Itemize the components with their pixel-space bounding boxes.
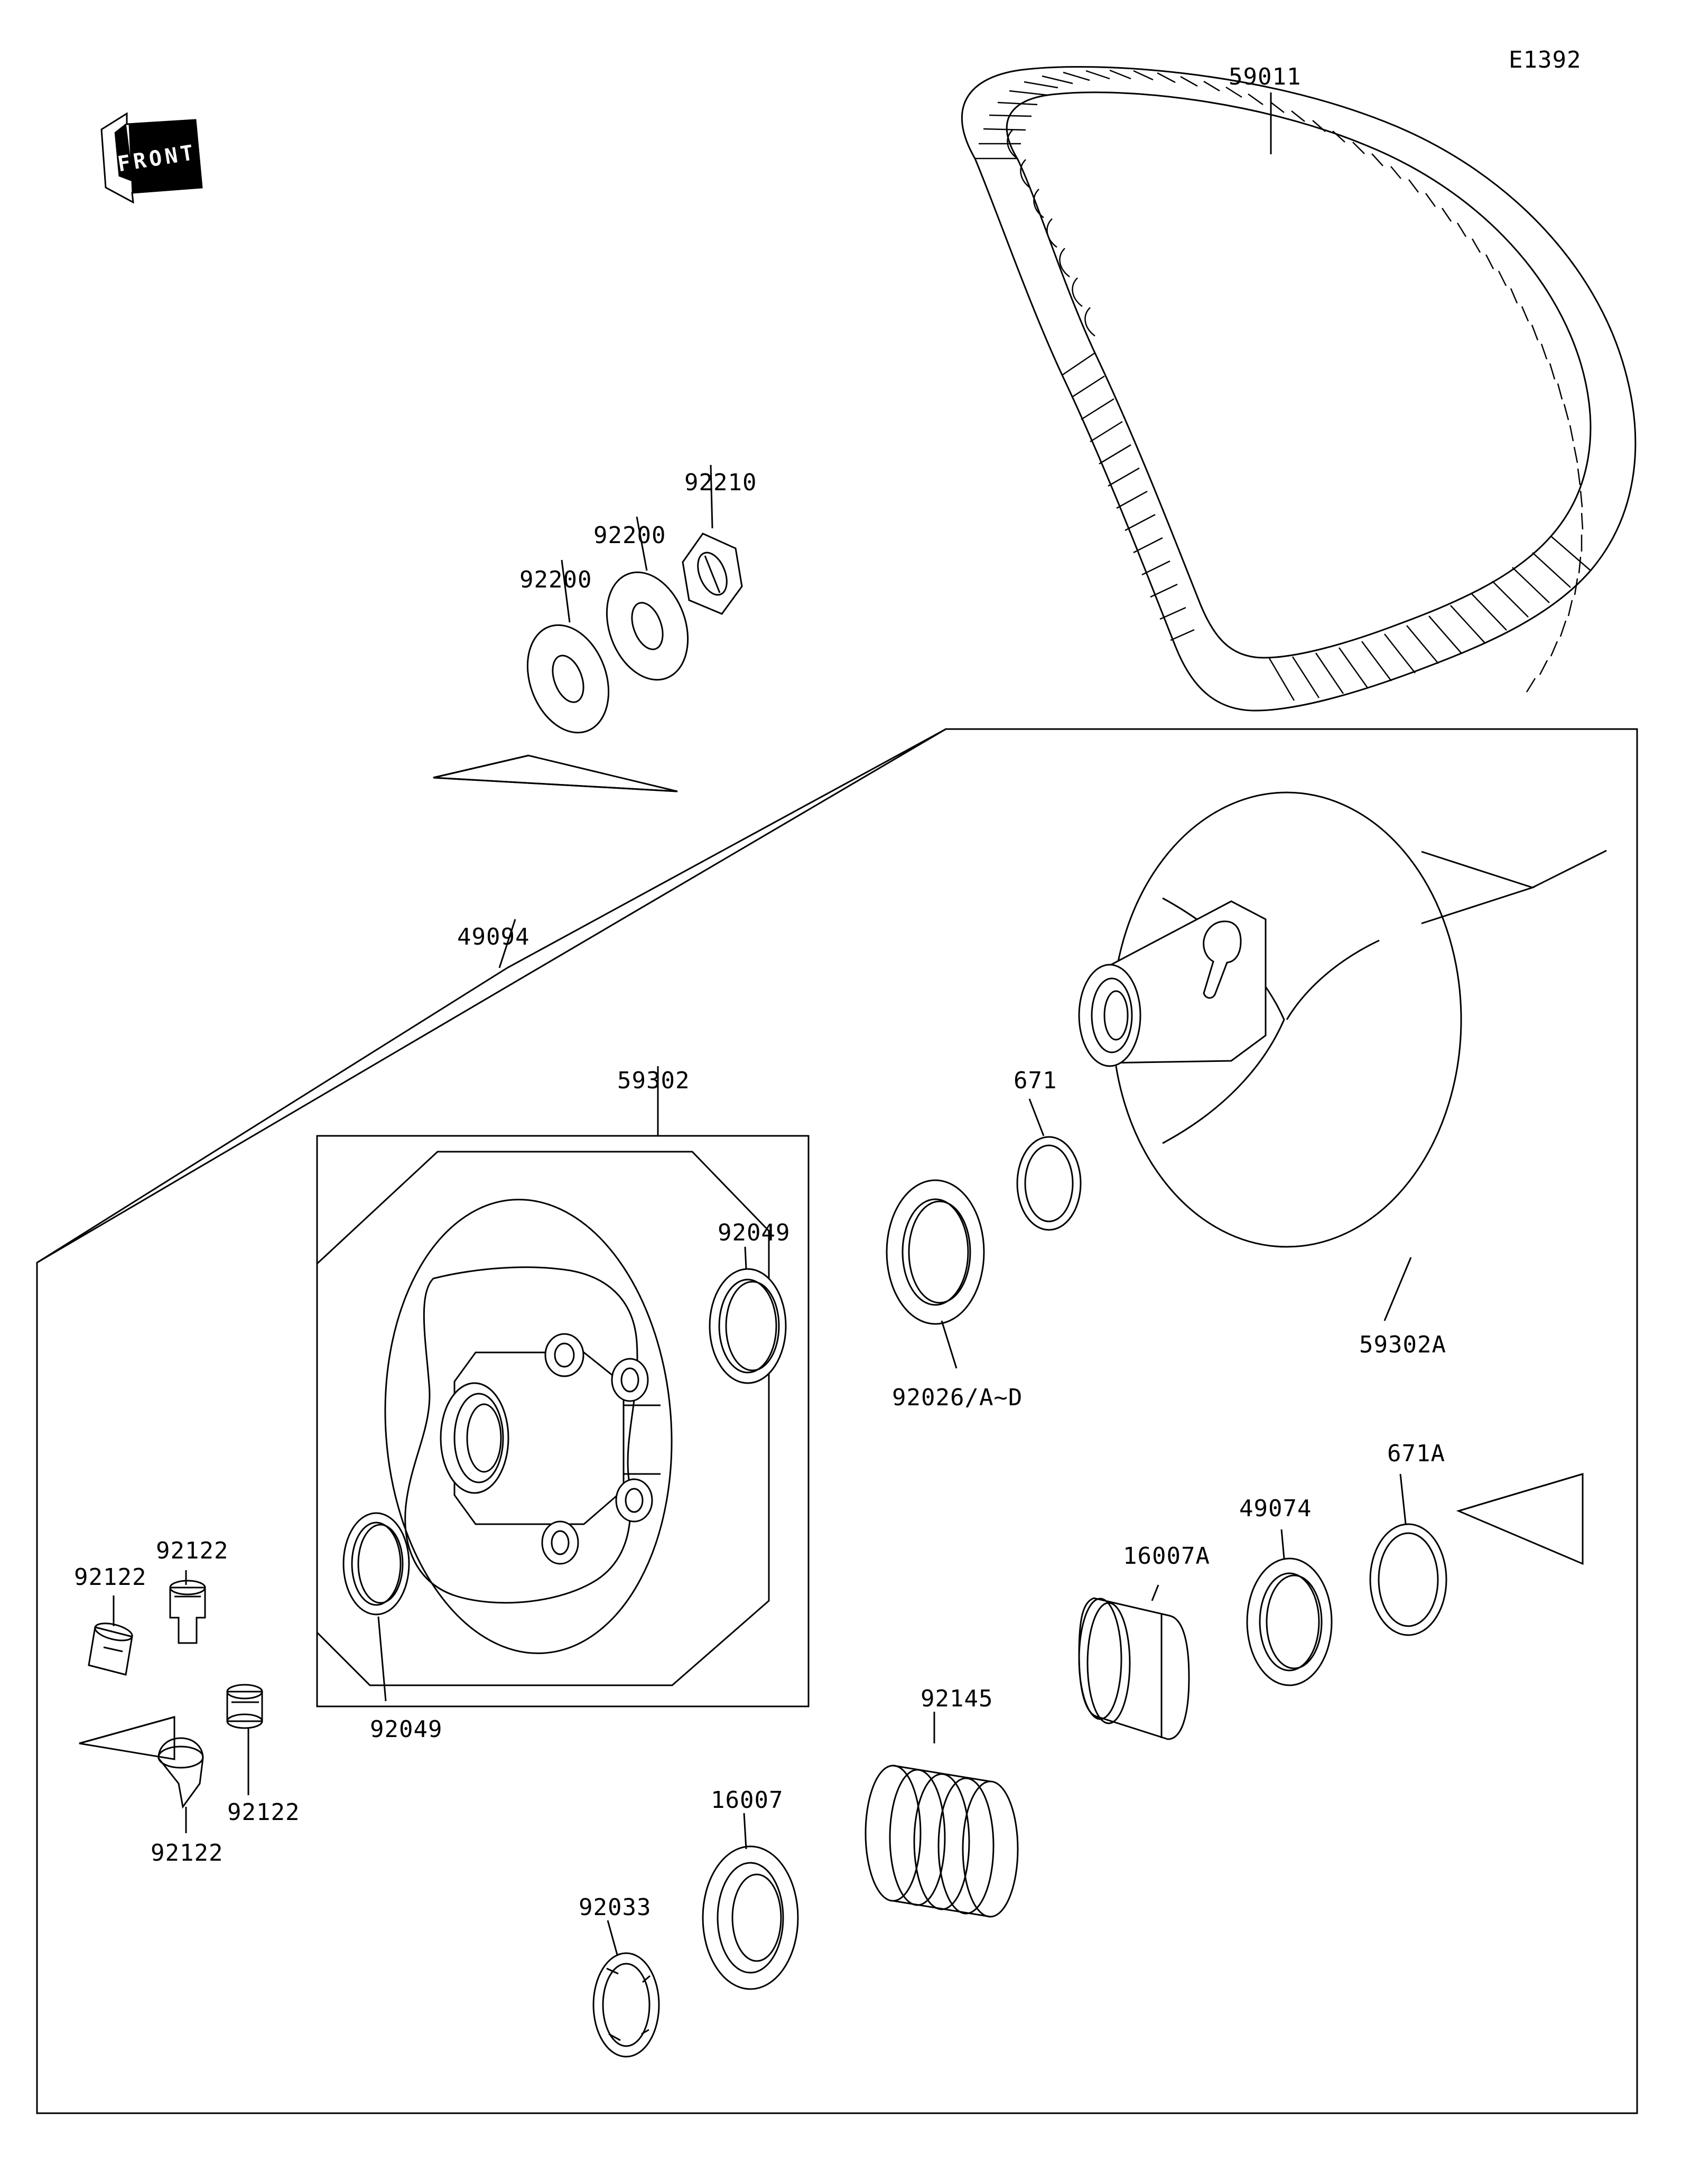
part-label-59011: 59011: [1229, 63, 1302, 90]
oil-seal-left-art: [343, 1513, 409, 1701]
bearing-sleeve-16007A-art: [1079, 1585, 1189, 1739]
part-label-59302: 59302: [617, 1067, 690, 1094]
part-label-92049-r: 92049: [718, 1219, 791, 1246]
part-label-92033: 92033: [579, 1894, 652, 1921]
part-label-16007A: 16007A: [1123, 1543, 1210, 1570]
part-label-92049-l: 92049: [370, 1716, 443, 1743]
part-label-92026: 92026/A~D: [892, 1384, 1023, 1411]
spring-92145-art: [866, 1712, 1018, 1917]
diagram-code: E1392: [1509, 46, 1582, 73]
part-label-92200-up: 92200: [593, 522, 666, 549]
driven-pulley-half-art: [1079, 792, 1606, 1321]
front-direction-badge: [90, 108, 222, 203]
o-ring-671-art: [1017, 1099, 1081, 1230]
part-label-671A: 671A: [1387, 1440, 1445, 1467]
part-label-92122-l: 92122: [74, 1564, 147, 1591]
part-label-92122-b: 92122: [151, 1840, 224, 1866]
oil-seal-right-art: [710, 1247, 786, 1383]
shim-set-92026-art: [887, 1180, 984, 1368]
part-label-49074: 49074: [1239, 1495, 1312, 1522]
part-label-92145: 92145: [921, 1685, 993, 1712]
movable-sheave-art: [370, 1190, 687, 1663]
part-label-92200-lo: 92200: [519, 566, 592, 593]
snap-ring-92033-art: [593, 1920, 659, 2057]
assembly-box-49094: [37, 729, 1637, 2113]
part-label-92122-up: 92122: [156, 1537, 229, 1564]
converter-shim-49074-art: [1247, 1529, 1332, 1685]
part-label-92122-lr: 92122: [227, 1799, 300, 1826]
driven-converter-box-59302: [317, 1066, 809, 1706]
part-label-59302A: 59302A: [1359, 1331, 1446, 1358]
washer-nut-group-art: [433, 465, 742, 791]
part-label-49094: 49094: [457, 923, 530, 950]
part-label-92210: 92210: [684, 469, 757, 496]
o-ring-671A-art: [1370, 1474, 1583, 1635]
drive-belt-art: [962, 67, 1635, 711]
front-label: FRONT: [116, 140, 199, 177]
seat-16007-art: [703, 1813, 798, 1989]
part-label-16007: 16007: [711, 1787, 784, 1814]
roller-pins-art: [79, 1570, 262, 1833]
part-label-671: 671: [1014, 1067, 1057, 1094]
